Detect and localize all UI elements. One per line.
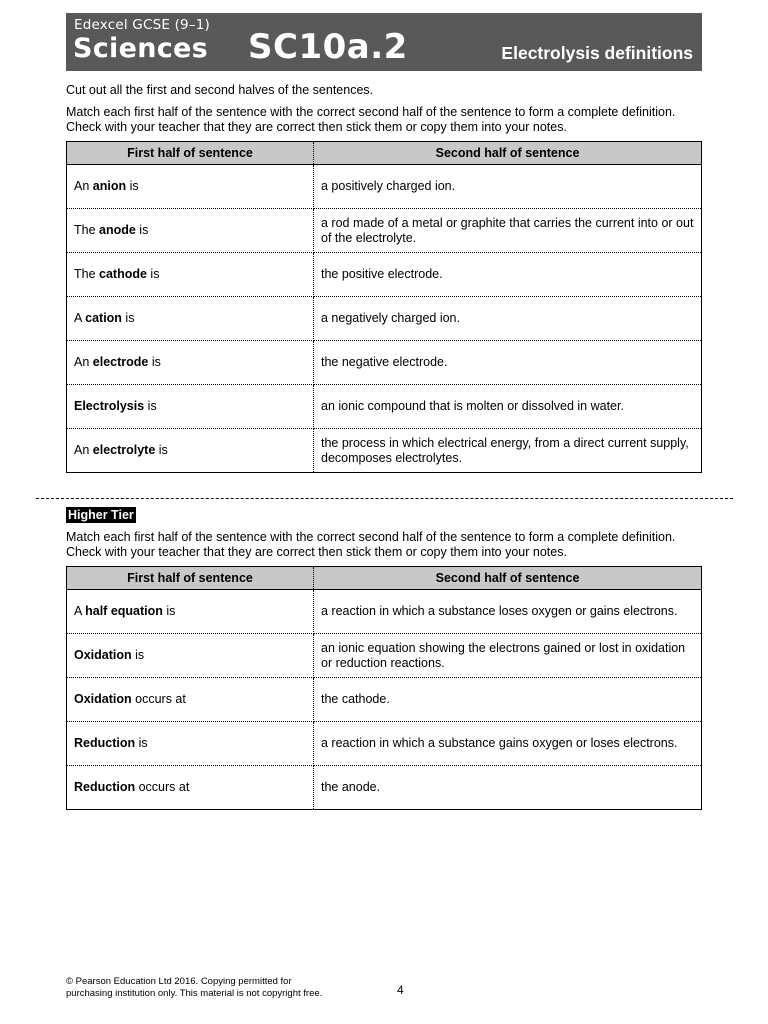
first-half-cell (67, 634, 314, 678)
key-term: electrolyte (92, 443, 156, 457)
page-number: 4 (397, 983, 404, 997)
cut-line (36, 498, 733, 499)
first-half-suffix: occurs at (131, 692, 186, 706)
first-half-prefix: An (74, 443, 93, 457)
second-half-cell: an ionic compound that is molten or dissolved in water. (314, 385, 702, 429)
first-half-cell (67, 165, 314, 209)
first-half-suffix: occurs at (135, 780, 190, 794)
key-term: Electrolysis (74, 399, 145, 413)
first-half-cell (67, 766, 314, 810)
table-row (67, 341, 702, 385)
first-half-suffix: is (155, 443, 168, 457)
second-half-header: Second half of sentence (314, 142, 702, 165)
first-half-prefix: A (74, 604, 86, 618)
key-term: Oxidation (74, 648, 132, 662)
table-row (67, 766, 702, 810)
table-row (67, 165, 702, 209)
first-half-header: First half of sentence (67, 567, 314, 590)
first-half-prefix: An (74, 179, 93, 193)
first-half-cell (67, 385, 314, 429)
second-half-cell: a rod made of a metal or graphite that carries the current into or out of the electrolyte. (314, 209, 702, 253)
higher-tier-label: Higher Tier (68, 508, 134, 522)
key-term: anode (99, 223, 136, 237)
check-line: Check with your teacher that they are correct then stick them or copy them into your notes. (66, 120, 567, 134)
first-half-suffix: is (162, 604, 176, 618)
first-half-suffix: is (131, 648, 145, 662)
match-line: Match each first half of the sentence with the correct second half of the sentence to form a complete definition. (66, 105, 676, 119)
first-half-suffix: is (135, 736, 148, 750)
first-half-cell (67, 253, 314, 297)
first-half-prefix: The (74, 267, 100, 281)
higher-check-line: Check with your teacher that they are correct then stick them or copy them into your notes. (66, 545, 567, 559)
first-half-suffix: is (126, 179, 139, 193)
table-header-row (67, 567, 702, 590)
table-row (67, 634, 702, 678)
first-half-header: First half of sentence (67, 142, 314, 165)
second-half-cell: the negative electrode. (314, 341, 702, 385)
table-row (67, 297, 702, 341)
table-row (67, 678, 702, 722)
first-half-suffix: is (148, 355, 161, 369)
first-half-prefix: The (74, 223, 100, 237)
key-term: cathode (99, 267, 147, 281)
first-half-prefix: A (74, 311, 86, 325)
first-half-suffix: is (144, 399, 157, 413)
second-half-cell: the anode. (314, 766, 702, 810)
higher-tier-table (66, 566, 702, 810)
second-half-cell: a reaction in which a substance gains oxygen or loses electrons. (314, 722, 702, 766)
second-half-cell: an ionic equation showing the electrons gained or lost in oxidation or reduction reactions. (314, 634, 702, 678)
table-row (67, 722, 702, 766)
table-row (67, 590, 702, 634)
higher-tier-instruction (66, 530, 706, 560)
second-half-cell: the cathode. (314, 678, 702, 722)
first-half-cell (67, 722, 314, 766)
first-half-cell (67, 678, 314, 722)
first-half-cell (67, 429, 314, 473)
second-half-cell: a positively charged ion. (314, 165, 702, 209)
key-term: anion (92, 179, 127, 193)
key-term: cation (85, 311, 122, 325)
table-row (67, 253, 702, 297)
first-half-suffix: is (146, 267, 160, 281)
copyright-line-1: © Pearson Education Ltd 2016. Copying permitted for (66, 976, 292, 987)
table-row (67, 385, 702, 429)
key-term: electrode (92, 355, 149, 369)
table-header-row (67, 142, 702, 165)
copyright-notice (66, 976, 322, 1000)
first-half-prefix: An (74, 355, 93, 369)
first-half-suffix: is (121, 311, 135, 325)
table-row (67, 429, 702, 473)
second-half-cell: the positive electrode. (314, 253, 702, 297)
first-half-cell (67, 297, 314, 341)
first-half-cell (67, 341, 314, 385)
subject-label: Sciences (73, 33, 209, 64)
key-term: Reduction (74, 736, 136, 750)
worksheet-code: SC10a.2 (248, 27, 408, 67)
second-half-cell: the process in which electrical energy, from a direct current supply, decomposes electrolytes. (314, 429, 702, 473)
second-half-header: Second half of sentence (314, 567, 702, 590)
key-term: Reduction (74, 780, 136, 794)
copyright-line-2: purchasing institution only. This material is not copyright free. (66, 988, 323, 999)
first-half-suffix: is (135, 223, 149, 237)
page-header (66, 13, 702, 71)
first-half-cell (67, 590, 314, 634)
match-instruction (66, 105, 706, 135)
key-term: half equation (85, 604, 163, 618)
worksheet-title: Electrolysis definitions (501, 43, 693, 63)
second-half-cell: a negatively charged ion. (314, 297, 702, 341)
key-term: Oxidation (74, 692, 132, 706)
second-half-cell: a reaction in which a substance loses oxygen or gains electrons. (314, 590, 702, 634)
definitions-table (66, 141, 702, 473)
cut-instruction: Cut out all the first and second halves of the sentences. (66, 83, 374, 97)
table-row (67, 209, 702, 253)
higher-match-line: Match each first half of the sentence with the correct second half of the sentence to form a complete definition. (66, 530, 676, 544)
course-label: Edexcel GCSE (9–1) (74, 17, 211, 33)
first-half-cell (67, 209, 314, 253)
